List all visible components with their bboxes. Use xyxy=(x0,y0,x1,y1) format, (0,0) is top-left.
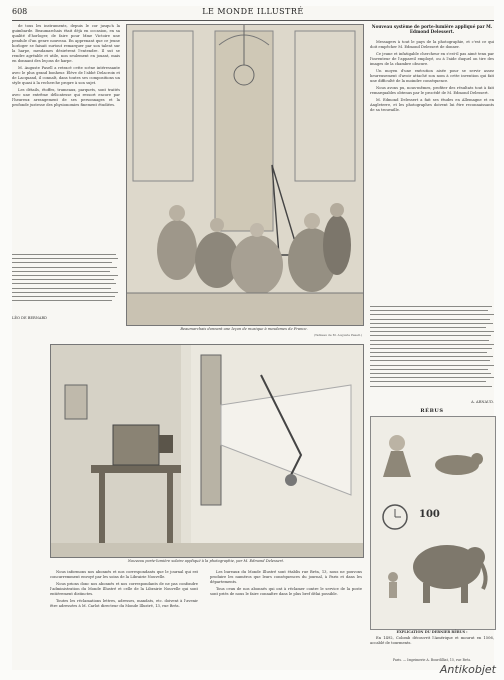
rebus-explanation-title: EXPLICATION DU DERNIER RÉBUS : xyxy=(396,630,468,634)
page-number: 608 xyxy=(12,7,28,16)
notice-paragraph: Nous prions donc nos abonnés et nos correspondants de ne pas confondre l'administration du Monde Illustré et celle de la Librairie Nouvelle qui sont entièrement distinctes. xyxy=(50,582,198,596)
salon-music-scene-image xyxy=(127,25,363,325)
page-header xyxy=(12,6,494,21)
porte-lumiere-apparatus-image xyxy=(51,345,363,557)
rebus-explanation-text xyxy=(370,636,494,656)
left-paragraph: de tous les instruments, depuis le cor jusqu'à la guimbarde. Beaumarchais était déjà en occasion, en sa qualité d'horloger, de faire pour Mme Victoire une pendule d'un genre nouveau. En apprenant que ce jeune horloger se faisait surtout remarquer par son talent sur la harpe, mesdames désirèrent l'entendre. Il sut se rendre agréable et utile, non seulement en jouant, mais en donnant des leçons de harpe. xyxy=(12,24,120,63)
rebus-puzzle xyxy=(370,416,496,630)
rebus-explanation: En 1492, Colomb découvrit l'Amérique et mourut en 1506, accablé de tourments. xyxy=(370,636,494,645)
right-paragraph: Messagers à tout le pays de la photographie, et c'est ce qui doit empêcher M. Edmond Delessert de donner. xyxy=(370,40,494,49)
notice-paragraph: Les bureaux du Monde Illustré sont établis rue Bréa, 13, nous ne pouvons produire les numéros que leurs conséquences du journal, à Paris et dans les départements. xyxy=(210,570,362,584)
right-column-lines xyxy=(370,306,494,390)
top-engraving xyxy=(126,24,364,326)
rebus-drawing-image xyxy=(371,417,495,629)
right-paragraph: M. Edmond Delessert a fait ses études en Allemagne et en Angleterre, et les photographes doivent lui être reconnaissants de sa trouvaille. xyxy=(370,98,494,112)
right-paragraph: Ce jeune et infatigable chercheur en s'est-il pas aimé tenu par l'inventeur de l'appareil employé, ou à l'aide duquel on tire des images de la chambre obscure. xyxy=(370,52,494,66)
notice-paragraph: Tous ceux de nos abonnés qui ont à réclamer contre le service de la poste sont priés de nous le faire connaître dans le plus bref délai possible. xyxy=(210,587,362,596)
top-engraving-credit: (Tableau de M. Auguste Pasell.) xyxy=(313,333,362,337)
left-paragraph: M. Auguste Pasell a retracé cette scène intéressante avec le plus grand bonheur. Élève de l'abbé Delacroix et de Lacquand, il connaît, dans toutes ses compositions un style quasi à la recherche propre à son sujet. xyxy=(12,66,120,85)
left-column-lines xyxy=(12,254,120,304)
left-paragraph: Les détails, étoffes, trumeaux, parquets, sont traités avec une extrême délicatesse qui ressort encore par l'heureux arrangement de ses personnages et la profonde justesse des physionomies finement étudiées. xyxy=(12,88,120,107)
imprint-line: Paris. — Imprimerie A. Bourdilliat, 15, rue Bréa. xyxy=(392,658,472,662)
newspaper-page xyxy=(12,6,494,670)
watermark-logo: Antikobjet xyxy=(439,663,496,676)
bottom-engraving xyxy=(50,344,364,558)
right-paragraph: Nous avons pu, nous-mêmes, profiter des résultats tout à fait remarquables obtenus par le procédé de M. Edmond Delessert. xyxy=(370,86,494,95)
bottom-left-notices xyxy=(50,570,198,668)
rebus-number: 100 xyxy=(419,509,440,520)
right-paragraph: Un moyen d'une exécution aisée pour se servir assez heureusement d'avoir attaché son nom à cette invention qui fait une difficulté de la moindre conséquence. xyxy=(370,69,494,83)
masthead: LE MONDE ILLUSTRÉ xyxy=(202,7,304,16)
right-article-title: Nouveau système de porte-lumière appliqué par M. Edmond Delessert. xyxy=(371,24,493,34)
notice-paragraph: Nous informons nos abonnés et nos correspondants que le journal qui est concurremment envoyé par les soins de la Librairie Nouvelle. xyxy=(50,570,198,579)
right-signature: A. ARNAUD. xyxy=(471,400,494,404)
rebus-title: RÉBUS xyxy=(420,408,444,414)
left-signature: LÉO DE BERNARD xyxy=(12,316,48,320)
bottom-right-notices xyxy=(210,570,362,668)
top-engraving-caption: Beaumarchais donnant une leçon de musique à mesdames de France. xyxy=(180,327,308,331)
right-column-text xyxy=(370,40,494,302)
bottom-engraving-caption: Nouveau porte-lumière solaire appliqué à la photographie, par M. Edmond Delessert. xyxy=(127,559,285,563)
notice-paragraph: Toutes les réclamations lettres, adresses, mandats, etc. doivent à l'avenir être adressées à M. Carlot directeur du Monde Illustré, 13, rue Bréa. xyxy=(50,599,198,608)
left-column-text xyxy=(12,24,120,250)
